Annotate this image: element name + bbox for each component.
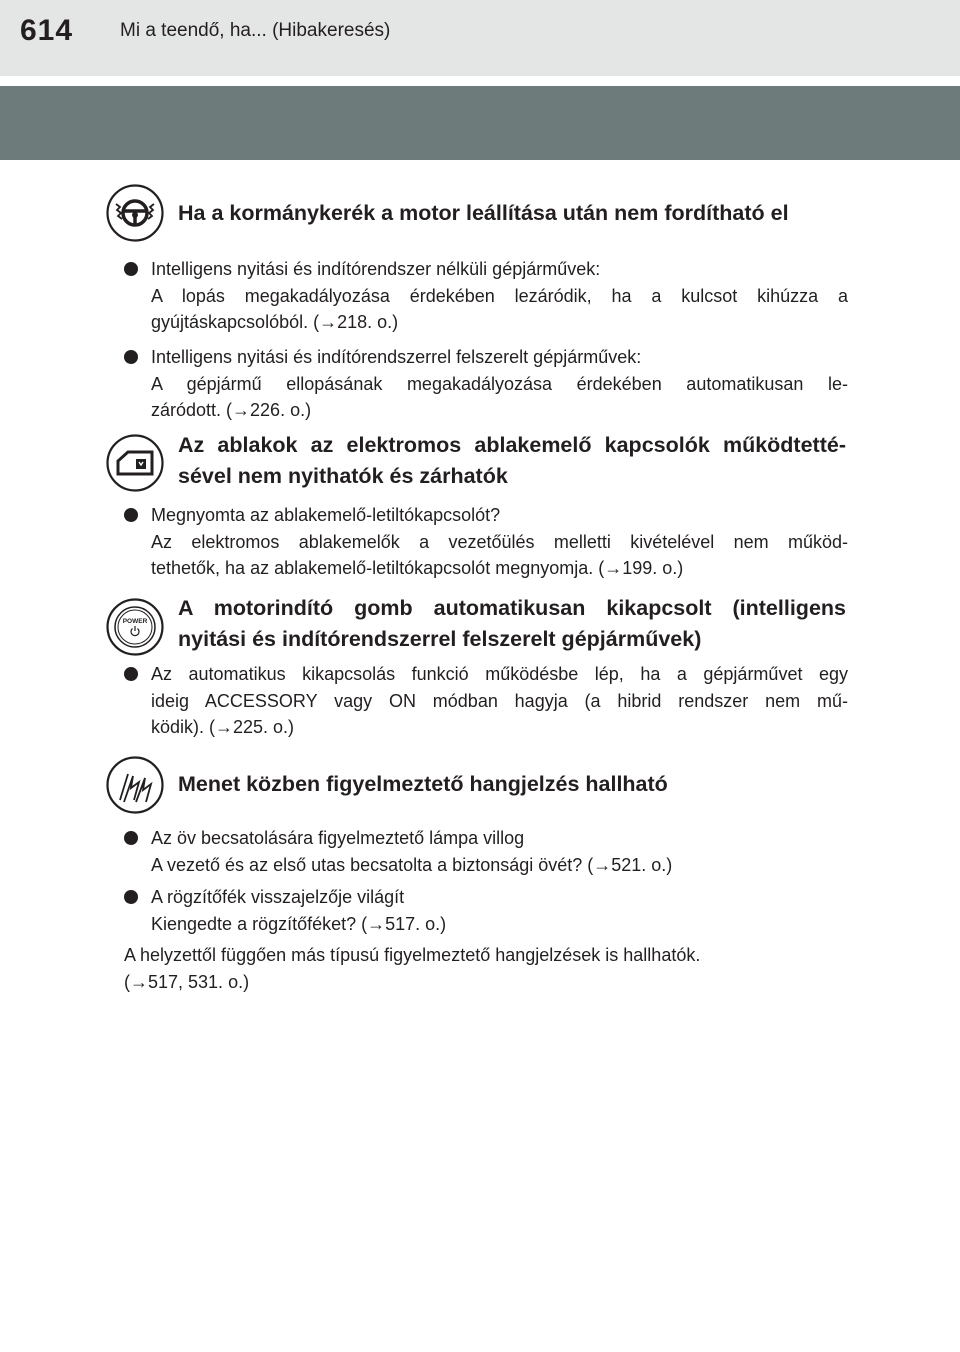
note-text: A helyzettől függően más típusú figyelmeztető hangjelzések is hallhatók. (→517, 531. o.): [124, 945, 701, 992]
warning-buzzer-icon: [106, 756, 164, 814]
list-item: Megnyomta az ablakemelő-letiltókapcsolót? Az elektromos ablakemelők a vezetőülés melletti kivételével nem működ- tethetők, ha az ablakemelő-letiltókapcsolót megnyomja. (→199. o.): [124, 502, 848, 582]
bullet-icon: [124, 667, 138, 681]
section-title-steering: Ha a kormánykerék a motor leállítása után nem fordítható el: [178, 201, 789, 225]
bullet-icon: [124, 508, 138, 522]
section-title-buzzer: Menet közben figyelmeztető hangjelzés hallható: [178, 772, 668, 796]
power-window-icon: [106, 434, 164, 492]
chapter-title: Mi a teendő, ha... (Hibakeresés): [120, 20, 391, 41]
page-number: 614: [20, 14, 74, 47]
list-item: Az automatikus kikapcsolás funkció működésbe lép, ha a gépjárművet egy ideig ACCESSORY vagy ON módban hagyja (a hibrid rendszer nem mű- ködik). (→225. o.): [124, 661, 848, 741]
bullet-icon: [124, 831, 138, 845]
steering-wheel-lock-icon: [106, 184, 164, 242]
header-decorative-band: [0, 86, 960, 160]
list-item: A rögzítőfék visszajelzője világít Kiengedte a rögzítőféket? (→517. o.): [124, 884, 848, 937]
bullet-icon: [124, 262, 138, 276]
section-title-power: A motorindító gomb automatikusan kikapcsolt (intelligens nyitási és indítórendszerrel felszerelt gépjárművek): [178, 596, 846, 651]
bullet-icon: [124, 890, 138, 904]
power-button-icon: [106, 598, 164, 656]
section-title-windows: Az ablakok az elektromos ablakemelő kapcsolók működtetté- sével nem nyithatók és zárhatók: [178, 433, 846, 488]
list-item: Intelligens nyitási és indítórendszer nélküli gépjárművek: A lopás megakadályozása érdekében lezáródik, ha a kulcsot kihúzza a gyújtáskapcsolóból. (→218. o.): [124, 256, 848, 336]
power-label: POWER: [122, 618, 148, 625]
bullet-icon: [124, 350, 138, 364]
list-item: Az öv becsatolására figyelmeztető lámpa villog A vezető és az első utas becsatolta a biztonsági övét? (→521. o.): [124, 825, 848, 878]
list-item: Intelligens nyitási és indítórendszerrel felszerelt gépjárművek: A gépjármű ellopásának megakadályozása érdekében automatikusan le- záródott. (→226. o.): [124, 344, 848, 424]
